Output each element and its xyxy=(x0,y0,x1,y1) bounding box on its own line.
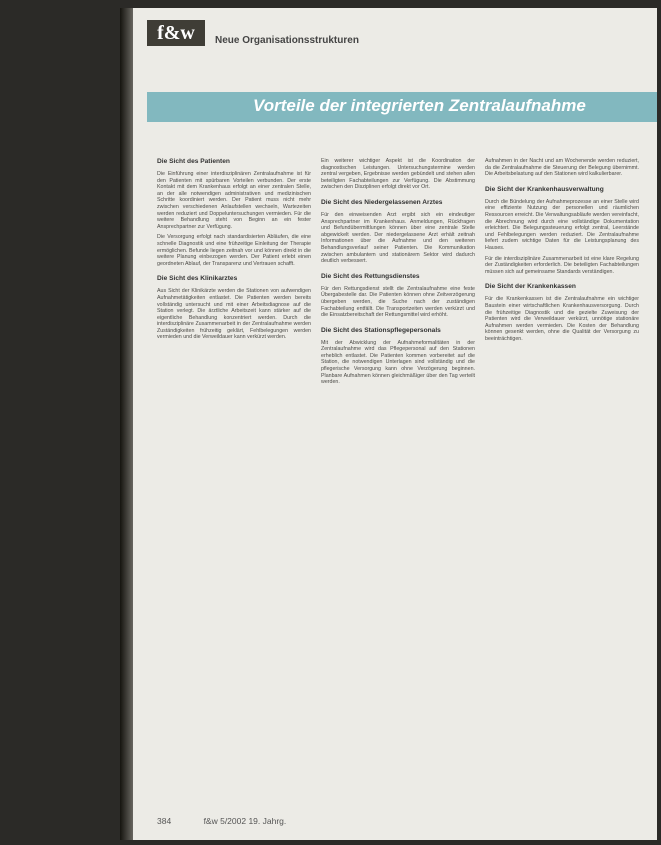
paragraph: Aufnahmen in der Nacht und am Wochenende werden reduziert, da die Zentralaufnahme die Steuerung der Belegung übernimmt. Die Arbeitsbelastung auf den Stationen wird kalkulierbarer. xyxy=(485,158,639,178)
magazine-page xyxy=(133,8,657,840)
section-heading: Die Sicht des Niedergelassenen Arztes xyxy=(321,198,443,206)
text-column-3 xyxy=(485,158,639,346)
page-footer xyxy=(157,816,316,826)
article-headline: Vorteile der integrierten Zentralaufnahme xyxy=(253,96,586,115)
section-heading: Die Sicht des Rettungsdienstes xyxy=(321,272,420,280)
text-column-1 xyxy=(157,158,311,345)
paragraph: Durch die Bündelung der Aufnahmeprozesse an einer Stelle wird eine effiziente Nutzung der personellen und räumlichen Ressourcen erreicht. Die Verwaltungsabläufe werden vereinfacht, die Abrechnung wird durch eine vollständige Dokumentation erleichtert. Die Belegungssteuerung erfolgt zentral, Leerstände und Fehlbelegungen werden reduziert. Die Zentralaufnahme liefert zudem wichtige Daten für die Leistungsplanung des Hauses. xyxy=(485,198,639,251)
paragraph: Die Einführung einer interdisziplinären Zentralaufnahme ist für den Patienten mit spürbaren Vorteilen verbunden. Der erste Kontakt mit dem Krankenhaus erfolgt an einer zentralen Stelle, an der alle notwendigen administrativen und medizinischen Schritte koordiniert werden. Der Patient muss nicht mehr zwischen verschiedenen Anlaufstellen wechseln, Wartezeiten werden reduziert und Doppeluntersuchungen vermieden. Für die weitere Behandlung steht von Beginn an ein fester Ansprechpartner zur Verfügung. xyxy=(157,171,311,230)
paragraph: Ein weiterer wichtiger Aspekt ist die Koordination der diagnostischen Leistungen. Untersuchungstermine werden zentral vergeben, Ergebnisse werden gebündelt und stehen allen beteiligten Fachabteilungen zur Verfügung. Die Abstimmung zwischen den Disziplinen erfolgt direkt vor Ort. xyxy=(321,158,475,191)
section-heading: Die Sicht der Krankenhausverwaltung xyxy=(485,185,604,193)
section-heading: Die Sicht des Stationspflegepersonals xyxy=(321,326,441,334)
paragraph: Für den Rettungsdienst stellt die Zentralaufnahme eine feste Übergabestelle dar. Die Patienten können ohne Zeitverzögerung übergeben werden, die Suche nach der zuständigen Fachabteilung entfällt. Die Transportzeiten werden verkürzt und die Einsatzbereitschaft der Rettungsmittel wird erhöht. xyxy=(321,285,475,319)
page-number: 384 xyxy=(157,816,172,826)
paragraph: Für die interdisziplinäre Zusammenarbeit ist eine klare Regelung der Zuständigkeiten erforderlich. Die beteiligten Fachabteilungen müssen sich auf gemeinsame Standards verständigen. xyxy=(485,255,639,275)
section-heading: Die Sicht des Patienten xyxy=(157,158,230,165)
paragraph: Aus Sicht der Klinikärzte werden die Stationen von aufwendigen Aufnahmetätigkeiten entlastet. Die Patienten werden bereits vollständig untersucht und mit einer Arbeitsdiagnose auf die Station verlegt. Die ärztliche Arbeitszeit kann stärker auf die eigentliche Behandlung konzentriert werden. Durch die interdisziplinäre Zusammenarbeit in der Zentralaufnahme werden Zuständigkeiten frühzeitig geklärt, Fehlbelegungen werden vermieden und die Verweildauer kann verkürzt werden. xyxy=(157,288,311,341)
section-title: Neue Organisationsstrukturen xyxy=(215,35,359,46)
section-heading: Die Sicht des Klinikarztes xyxy=(157,275,238,283)
journal-logo: f&w xyxy=(147,20,205,46)
section-heading: Die Sicht der Krankenkassen xyxy=(485,283,576,291)
journal-issue: f&w 5/2002 19. Jahrg. xyxy=(203,816,287,826)
paragraph: Die Versorgung erfolgt nach standardisierten Abläufen, die eine schnelle Diagnostik und eine frühzeitige Einleitung der Therapie ermöglichen. Befunde liegen zeitnah vor und können direkt in die weitere Planung einbezogen werden. Der Patient erlebt einen geordneten Ablauf, der Transparenz und Vertrauen schafft. xyxy=(157,234,311,267)
paragraph: Mit der Abwicklung der Aufnahmeformalitäten in der Zentralaufnahme wird das Pflegepersonal auf den Stationen erheblich entlastet. Die Patienten kommen vorbereitet auf die Station, die notwendigen Unterlagen sind vollständig und die pflegerische Versorgung kann ohne Verzögerung beginnen. Planbare Aufnahmen können gleichmäßiger über den Tag verteilt werden. xyxy=(321,339,475,386)
paragraph: Für den einweisenden Arzt ergibt sich ein eindeutiger Ansprechpartner im Krankenhaus. Anmeldungen, Rückfragen und Befundübermittlungen können über eine zentrale Stelle abgewickelt werden. Der niedergelassene Arzt erhält zeitnah Informationen über die Aufnahme und den weiteren Behandlungsverlauf seiner Patienten. Die Kommunikation zwischen ambulantem und stationärem Sektor wird dadurch deutlich verbessert. xyxy=(321,211,475,265)
text-column-2 xyxy=(321,158,475,390)
paragraph: Für die Krankenkassen ist die Zentralaufnahme ein wichtiger Baustein einer wirtschaftlichen Krankenhausversorgung. Durch die frühzeitige Diagnostik und die gezielte Zuweisung der Patienten wird die Verweildauer verkürzt, unnötige stationäre Aufnahmen werden vermieden. Die Kosten der Behandlung können gesenkt werden, ohne die Qualität der Versorgung zu beeinträchtigen. xyxy=(485,296,639,342)
